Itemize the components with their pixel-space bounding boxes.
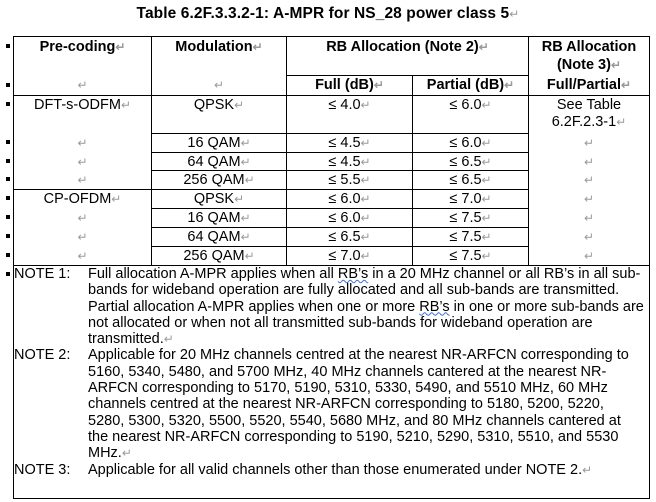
note3-col-blank: ↵	[583, 211, 595, 225]
precoding-blank: ↵	[77, 173, 88, 187]
header-precoding: Pre-coding↵	[39, 39, 126, 55]
row-modulation: 256 QAM↵	[183, 248, 255, 264]
row-partial: ≤ 7.0↵	[449, 191, 492, 207]
row-full: ≤ 6.0↵	[328, 210, 371, 226]
row-line-r7	[151, 246, 528, 247]
row-bullet	[6, 253, 10, 257]
row-modulation: QPSK↵	[193, 191, 245, 207]
note-2-text: Applicable for 20 MHz channels centred at the nearest NR-ARFCN corresponding to 5160, 5340, 5480, and 5700 MHz, 40 MHz channels cantered at the nearest NR-ARFCN corresponding to 5170, 5190, 5310, 5330, 5490, and 5510 MHz, 60 MHz channels centred at the nearest NR-ARFCN corresponding to 5180, 5200, 5220, 5280, 5300, 5320, 5500, 5520, 5540, 5680 MHz, and 80 MHz channels cantered at the nearest NR-ARFCN corresponding to 5190, 5210, 5290, 5310, 5510, and 5530 MHz.↵	[88, 347, 629, 462]
precoding-blank: ↵	[77, 230, 88, 244]
row-full: ≤ 4.5↵	[328, 135, 371, 151]
see-table-reference: See Table	[556, 97, 622, 113]
precoding-blank: ↵	[77, 136, 88, 150]
header-rb-note3-line2: (Note 3)↵	[556, 57, 622, 73]
header-full-partial: Full/Partial↵	[546, 77, 632, 93]
note-3	[14, 462, 644, 478]
row-modulation: 16 QAM↵	[187, 135, 251, 151]
row-bullet	[6, 272, 10, 276]
note-1	[14, 266, 644, 347]
row-partial: ≤ 7.5↵	[449, 229, 492, 245]
note3-col-blank: ↵	[583, 155, 595, 169]
note-1-text: Full allocation A-MPR applies when all RB’s in a 20 MHz channel or all RB’s in all sub-bands for wideband operation are fully allocated and all sub-bands are transmitted. Partial allocation A-MPR applies when one or more RB’s in one or more sub-bands are not allocated or when not all transmitted sub-bands for wideband operation are transmitted.↵	[88, 266, 644, 348]
row-full: ≤ 6.5↵	[328, 229, 371, 245]
row-bullet	[6, 102, 10, 106]
row-partial: ≤ 7.5↵	[449, 248, 492, 264]
header-partial: Partial (dB)↵	[426, 77, 515, 93]
header-rb-note2: RB Allocation (Note 2)↵	[326, 39, 489, 55]
row-line-r2	[151, 152, 528, 153]
row-partial: ≤ 7.5↵	[449, 210, 492, 226]
row-line-r3	[151, 170, 528, 171]
note-2-label: NOTE 2:	[14, 347, 71, 364]
row-full: ≤ 4.0↵	[328, 97, 371, 113]
row-bullet	[6, 159, 10, 163]
header-modulation: Modulation↵	[175, 39, 263, 55]
note-2	[14, 347, 644, 461]
row-bullet	[6, 215, 10, 219]
row-bullet	[6, 140, 10, 144]
precoding-blank: ↵	[77, 249, 88, 263]
row-line-r6	[151, 227, 528, 228]
row-full: ≤ 7.0↵	[328, 248, 371, 264]
row-full: ≤ 5.5↵	[328, 172, 371, 188]
row-line-g	[13, 189, 528, 190]
note3-col-blank: ↵	[583, 136, 595, 150]
header-blank-mark-2: ↵	[213, 78, 225, 92]
header-blank-mark-1: ↵	[77, 78, 88, 92]
row-modulation: QPSK↵	[193, 97, 245, 113]
row-modulation: 64 QAM↵	[187, 229, 251, 245]
precoding-dft: DFT-s-ODFM↵	[33, 97, 132, 113]
row-full: ≤ 6.0↵	[328, 191, 371, 207]
row-full: ≤ 4.5↵	[328, 154, 371, 170]
note-3-text: Applicable for all valid channels other than those enumerated under NOTE 2.↵	[88, 461, 593, 478]
note-1-label: NOTE 1:	[14, 266, 71, 282]
note3-col-blank: ↵	[583, 230, 595, 244]
row-line-h1	[286, 75, 528, 76]
row-partial: ≤ 6.5↵	[449, 154, 492, 170]
precoding-cp: CP-OFDM↵	[43, 191, 122, 207]
row-modulation: 256 QAM↵	[183, 172, 255, 188]
row-line-h2	[13, 95, 650, 96]
row-bullet	[6, 177, 10, 181]
note-3-label: NOTE 3:	[14, 461, 71, 478]
row-bullet	[6, 234, 10, 238]
note3-col-blank: ↵	[583, 192, 595, 206]
row-line-r1	[151, 133, 528, 134]
precoding-blank: ↵	[77, 155, 88, 169]
row-modulation: 16 QAM↵	[187, 210, 251, 226]
row-modulation: 64 QAM↵	[187, 154, 251, 170]
row-partial: ≤ 6.0↵	[449, 97, 492, 113]
table-notes	[14, 266, 644, 478]
note3-col-blank: ↵	[583, 173, 595, 187]
row-bullet	[6, 44, 10, 48]
row-bullet	[6, 196, 10, 200]
row-partial: ≤ 6.5↵	[449, 172, 492, 188]
header-full: Full (dB)↵	[315, 77, 384, 93]
row-line-r5	[151, 208, 528, 209]
paragraph-mark: ↵	[509, 7, 520, 21]
row-bullet	[6, 83, 10, 87]
title-text: Table 6.2F.3.3.2-1: A-MPR for NS_28 power class 5	[136, 5, 510, 22]
row-partial: ≤ 6.0↵	[449, 135, 492, 151]
header-rb-note3: RB Allocation	[541, 39, 637, 55]
note3-col-blank: ↵	[583, 249, 595, 263]
precoding-blank: ↵	[77, 211, 88, 225]
table-title	[0, 5, 656, 23]
see-table-reference-line2: 6.2F.2.3-1↵	[551, 114, 627, 130]
